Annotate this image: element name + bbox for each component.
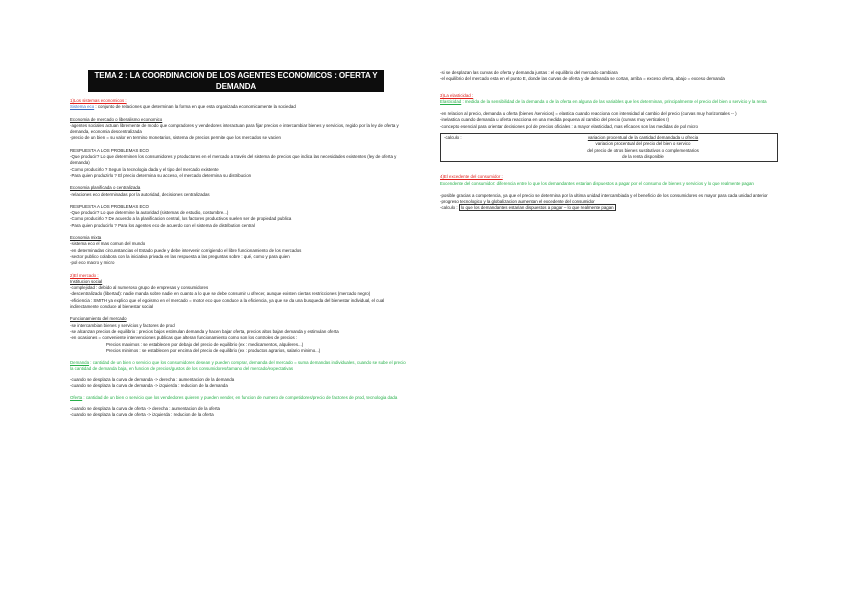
text-line: -se intercambian bienes y servicios y factores de prod: [70, 322, 175, 328]
text-line: -descentralizado (libertad): nadie manda sobre nadie en cuanto a lo que se debe consumir u ofrecer, aunque existen ciertas restricciones (mercado negro): [70, 291, 371, 297]
text-line: -inelastica cuando demanda u oferta reacciona en una medida pequena al cambio del precio (curvas muy verticales I): [440, 117, 669, 123]
answers-heading: RESPUESTA A LOS PROBLEMAS ECO: [70, 203, 149, 209]
formula-denominator: de la renta disponible: [622, 153, 664, 159]
section-1-definition: Sistema eco : conjunto de relaciones que determinan la forma en que esta organizada economicamente la sociedad: [70, 104, 296, 110]
section-4-heading: 4)El excedente del consumidor :: [440, 174, 503, 180]
text-line: -Que producir? Lo que determine la autoridad (sistemas de estudio, costumbre...): [70, 210, 229, 216]
text-line: -precio de un bien = su valor en termino monetarios, sistema de precios permite que los mercados se vacien: [70, 135, 281, 141]
text-line: -cuando se desplaza la curva de demanda -> izquierda : reducion de la demanda: [70, 382, 228, 388]
offer-definition: Oferta : cantidad de un bien o servicio que los vendedores quieren y pueden vender, en funcion de numero de competidores/precio de factores de prod, tecnologia dada: [70, 395, 398, 401]
text-line: -Para quien producirlo ? Para los agentes eco de acuerdo con el sistema de distribution central: [70, 222, 255, 228]
mixed-economy-heading: Economia mixta: [70, 235, 102, 241]
definition-term: Oferta: [70, 395, 83, 401]
text-line: -Para quien produzirlo ? El precio determina su acceso, el mercado determina su distribucion: [70, 172, 252, 178]
right-column: [440, 70, 780, 212]
text-line: -el equilibrio del mercado esta en el punto E, donde las curvas de oferta y de demanda se cortan, arriba = exceso oferta, abajo = exceso demanda: [440, 76, 725, 82]
market-economy-heading: Economia de mercado o liberalismo economico: [70, 116, 163, 122]
text-line: -pol eco macro y micro: [70, 260, 115, 266]
surplus-definition: Excendente del consumidor: diferencia entre lo que los demandantes estarian dispuestos a pagar por el consumo de bienes y servicios y lo que realmente pagan: [440, 180, 754, 186]
surplus-formula: -calculo : lo que los demandantes estarian dispuestos a pagar – lo que realmente pagan: [440, 205, 614, 211]
section-3-heading: 3)La elasticidad :: [440, 92, 474, 98]
text-line: -concepto esencial para orientar decisiones pol de precios oficiales : a mayor elasticidad, mas eficaces son las medidas de pol micro: [440, 123, 698, 129]
formula-denominator: variacion procentual del precio del bien o servico: [595, 141, 691, 147]
section-1-heading: 1)Los sistemas economicos :: [70, 98, 127, 103]
text-line: -progreso tecnologico y la globalizacion aumentan el excedente del consumidor: [440, 199, 595, 205]
text-line: -complejidad : debido al numeroso grupo de empresas y consumidores: [70, 285, 209, 291]
text-line: -relaciones eco determinadas por la autoridad, decisiones centralizadas: [70, 191, 210, 197]
market-operation-heading: Funcionamiento del mercado: [70, 316, 127, 322]
text-line: -en determinadas circunstancias el Estado puede y debe intervenir corrigiendo el libre funcionamiento de los mercados: [70, 247, 302, 253]
definition-term: Sistema eco: [70, 104, 95, 110]
indented-line: Precios maximos : se establecen por debajo del precio de equilibrio (ex : medicamentos, alquileres...): [106, 341, 304, 347]
definition-term: Elasticidad: [440, 98, 462, 104]
elasticity-formula-box: [440, 133, 778, 162]
text-line: -cuando se desplaza la curva de oferta -> derecha : aumentacion de la oferta: [70, 405, 220, 411]
indented-line: Precios minimos : se establecen por encima del precio de equilibrio (ex : productos agrarios, salario minimo...): [106, 347, 321, 353]
planned-economy-heading: Economia planificada o centralizada: [70, 185, 141, 191]
text-line: -agentes sociales actuan libremente de modo que compradores y vendedores interactuan para fijar precios e intercambiar bienes y servicios, regido por la ley de oferta y demanda, economia descentralizada: [70, 122, 399, 135]
text-line: -Que producir? Lo que determinen los consumidores y productores en el mercado a través del sistema de precios que indica las necesidades existentes (ley de oferta y demanda): [70, 154, 397, 166]
social-institution-heading: Institucion social: [70, 278, 103, 284]
text-line: -en ocasiones = conveniente intervenciones publicas que alteran funcionamiento como son los controles de precios :: [70, 335, 298, 341]
text-line: -sistema eco el mas comun del mundo: [70, 241, 146, 247]
definition-term: Demanda: [70, 360, 90, 366]
text-line: -cuando se desplaza la curva de demanda -> derecha : aumentacion de la demanda: [70, 376, 235, 382]
text-line: -posible gracias a competencia, ya que el precio se determina por la ultima unidad intercambiada y el beneficio de los consumidores es mayor para cada unidad anterior: [440, 192, 768, 198]
text-line: -Como producirlo ? De acuerdo a la planificacion central, los factores productivos suelen ser de propiedad publica: [70, 216, 292, 222]
formula-denominator: del precio de otros bienes sustitutivos o complementarios: [587, 147, 699, 153]
text-line: -sector publico colabora con la iniciativa privada en las respuesta a las preguntas sobre : qué, como y para quien: [70, 253, 290, 259]
page-title: TEMA 2 : LA COORDINACION DE LOS AGENTES ECONOMICOS : OFERTA Y DEMANDA: [88, 70, 384, 92]
formula-numerator: variacion procentual de la cantidad demandada u ofrecia: [587, 135, 699, 141]
answers-heading: RESPUESTA A LOS PROBLEMAS ECO: [70, 147, 149, 153]
elasticity-definition: Elasticidad : medida de la sensibilidad de la demanda o de la oferta en alguna de las variables que les determinan, principalmente el precio del bien o servicio y la renta: [440, 98, 767, 104]
text-line: -Como producirlo ? Segun la tecnologia dada y el tipo del mercado existente: [70, 166, 219, 172]
text-line: -se alcanzan precios de equilibrio : precios bajos estimulan demanda y hacen bajar oferta, precios altos bajan demanda y estimulan oferta: [70, 328, 339, 334]
text-line: -si se desplazan las curvas de oferta y demanda juntas : el equilibrio del mercado cambiara: [440, 70, 618, 75]
demand-definition: Demanda : cantidad de un bien o servicio que los consumidores desean y pueden comprar, demanda del mercado = suma demandas individuales, cuando se sube el precio la cantidad de demanda baja, en funcion de precios/gustos de los consumidores/tamano del mercado/expectativas: [70, 360, 406, 372]
text-line: -en relacion al precio, demanda u oferta (bienes /servicios) = elastica cuando reacciona con intensidad al cambio del precio (curvas muy horizontales -- ): [440, 111, 737, 117]
text-line: -cuando se desplaza la curva de oferta -> izquierda : reducion de la oferta: [70, 411, 214, 417]
left-column: [70, 70, 410, 418]
section-2-heading: 2)El mercado :: [70, 272, 99, 278]
formula-label: -calculo :: [444, 135, 462, 141]
text-line: -eficiencia : SMITH ya explico que el egoismo en el mercado = motor eco que conduce a la eficiencia, ya que se da una busqueda del bienestar individual, el cual indirectamente conduce al bienestar social: [70, 297, 385, 310]
surplus-formula-box: lo que los demandantes estarian dispuestos a pagar – lo que realmente pagan: [460, 205, 614, 211]
